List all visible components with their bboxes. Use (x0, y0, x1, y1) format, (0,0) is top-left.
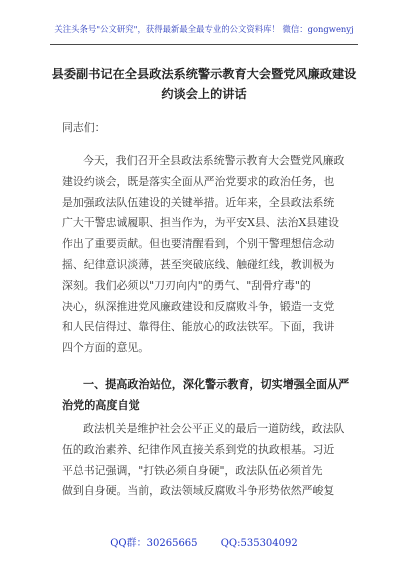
header-banner: 关注头条号"公文研究"，获得最新最全最专业的公文资料库！ 微信：gongwenyj (54, 24, 354, 34)
title-line: 约谈会上的讲话 (161, 87, 247, 101)
paragraph-line: 广大干警忠诚履职、担当作为，为平安X县、法治X县建设 (62, 216, 339, 230)
paragraph-line: 四个方面的意见。 (62, 341, 150, 355)
paragraph-line: 建设约谈会，既是落实全面从严治党要求的政治任务，也 (62, 174, 335, 188)
header-divider (50, 44, 358, 45)
paragraph-2 (62, 419, 352, 502)
title-line: 县委副书记在全县政法系统警示教育大会暨党风廉政建设 (51, 67, 357, 81)
paragraph-line: 深刻。我们必须以"刀刃向内"的勇气、"刮骨疗毒"的 (62, 278, 311, 292)
paragraph-1 (62, 151, 352, 359)
paragraph-line: 伍的政治素养、纪律作风直接关系到党的执政根基。习近 (62, 442, 335, 456)
paragraph-line: 是加强政法队伍建设的关键举措。近年来，全县政法系统 (62, 195, 335, 209)
paragraph-line: 摇、纪律意识淡薄，甚至突破底线、触碰红线，教训极为 (62, 257, 335, 271)
paragraph-line: 作出了重要贡献。但也要清醒看到，个别干警理想信念动 (62, 237, 335, 251)
paragraph-line: 做到自身硬。当前，政法领域反腐败斗争形势依然严峻复 (62, 484, 335, 498)
heading-line: 一、提高政治站位，深化警示教育，切实增强全面从严 (83, 378, 350, 391)
paragraph-line: 决心，纵深推进党风廉政建设和反腐败斗争，锻造一支党 (62, 299, 335, 313)
qq-number-text: QQ:535304092 (220, 538, 298, 549)
footer-contact (0, 537, 408, 551)
paragraph-line: 和人民信得过、靠得住、能放心的政法铁军。下面，我讲 (62, 320, 335, 334)
document-title (50, 64, 358, 104)
paragraph-line: 平总书记强调，"打铁必须自身硬"，政法队伍必须首先 (62, 463, 323, 477)
paragraph-line: 政法机关是维护社会公平正义的最后一道防线，政法队 (83, 422, 345, 435)
paragraph-line: 今天，我们召开全县政法系统警示教育大会暨党风廉政 (83, 154, 345, 167)
section-heading-1 (62, 374, 352, 416)
heading-line: 治党的高度自觉 (62, 399, 140, 412)
qq-group-text: QQ群：30265665 (110, 538, 198, 549)
salutation: 同志们： (62, 121, 106, 134)
